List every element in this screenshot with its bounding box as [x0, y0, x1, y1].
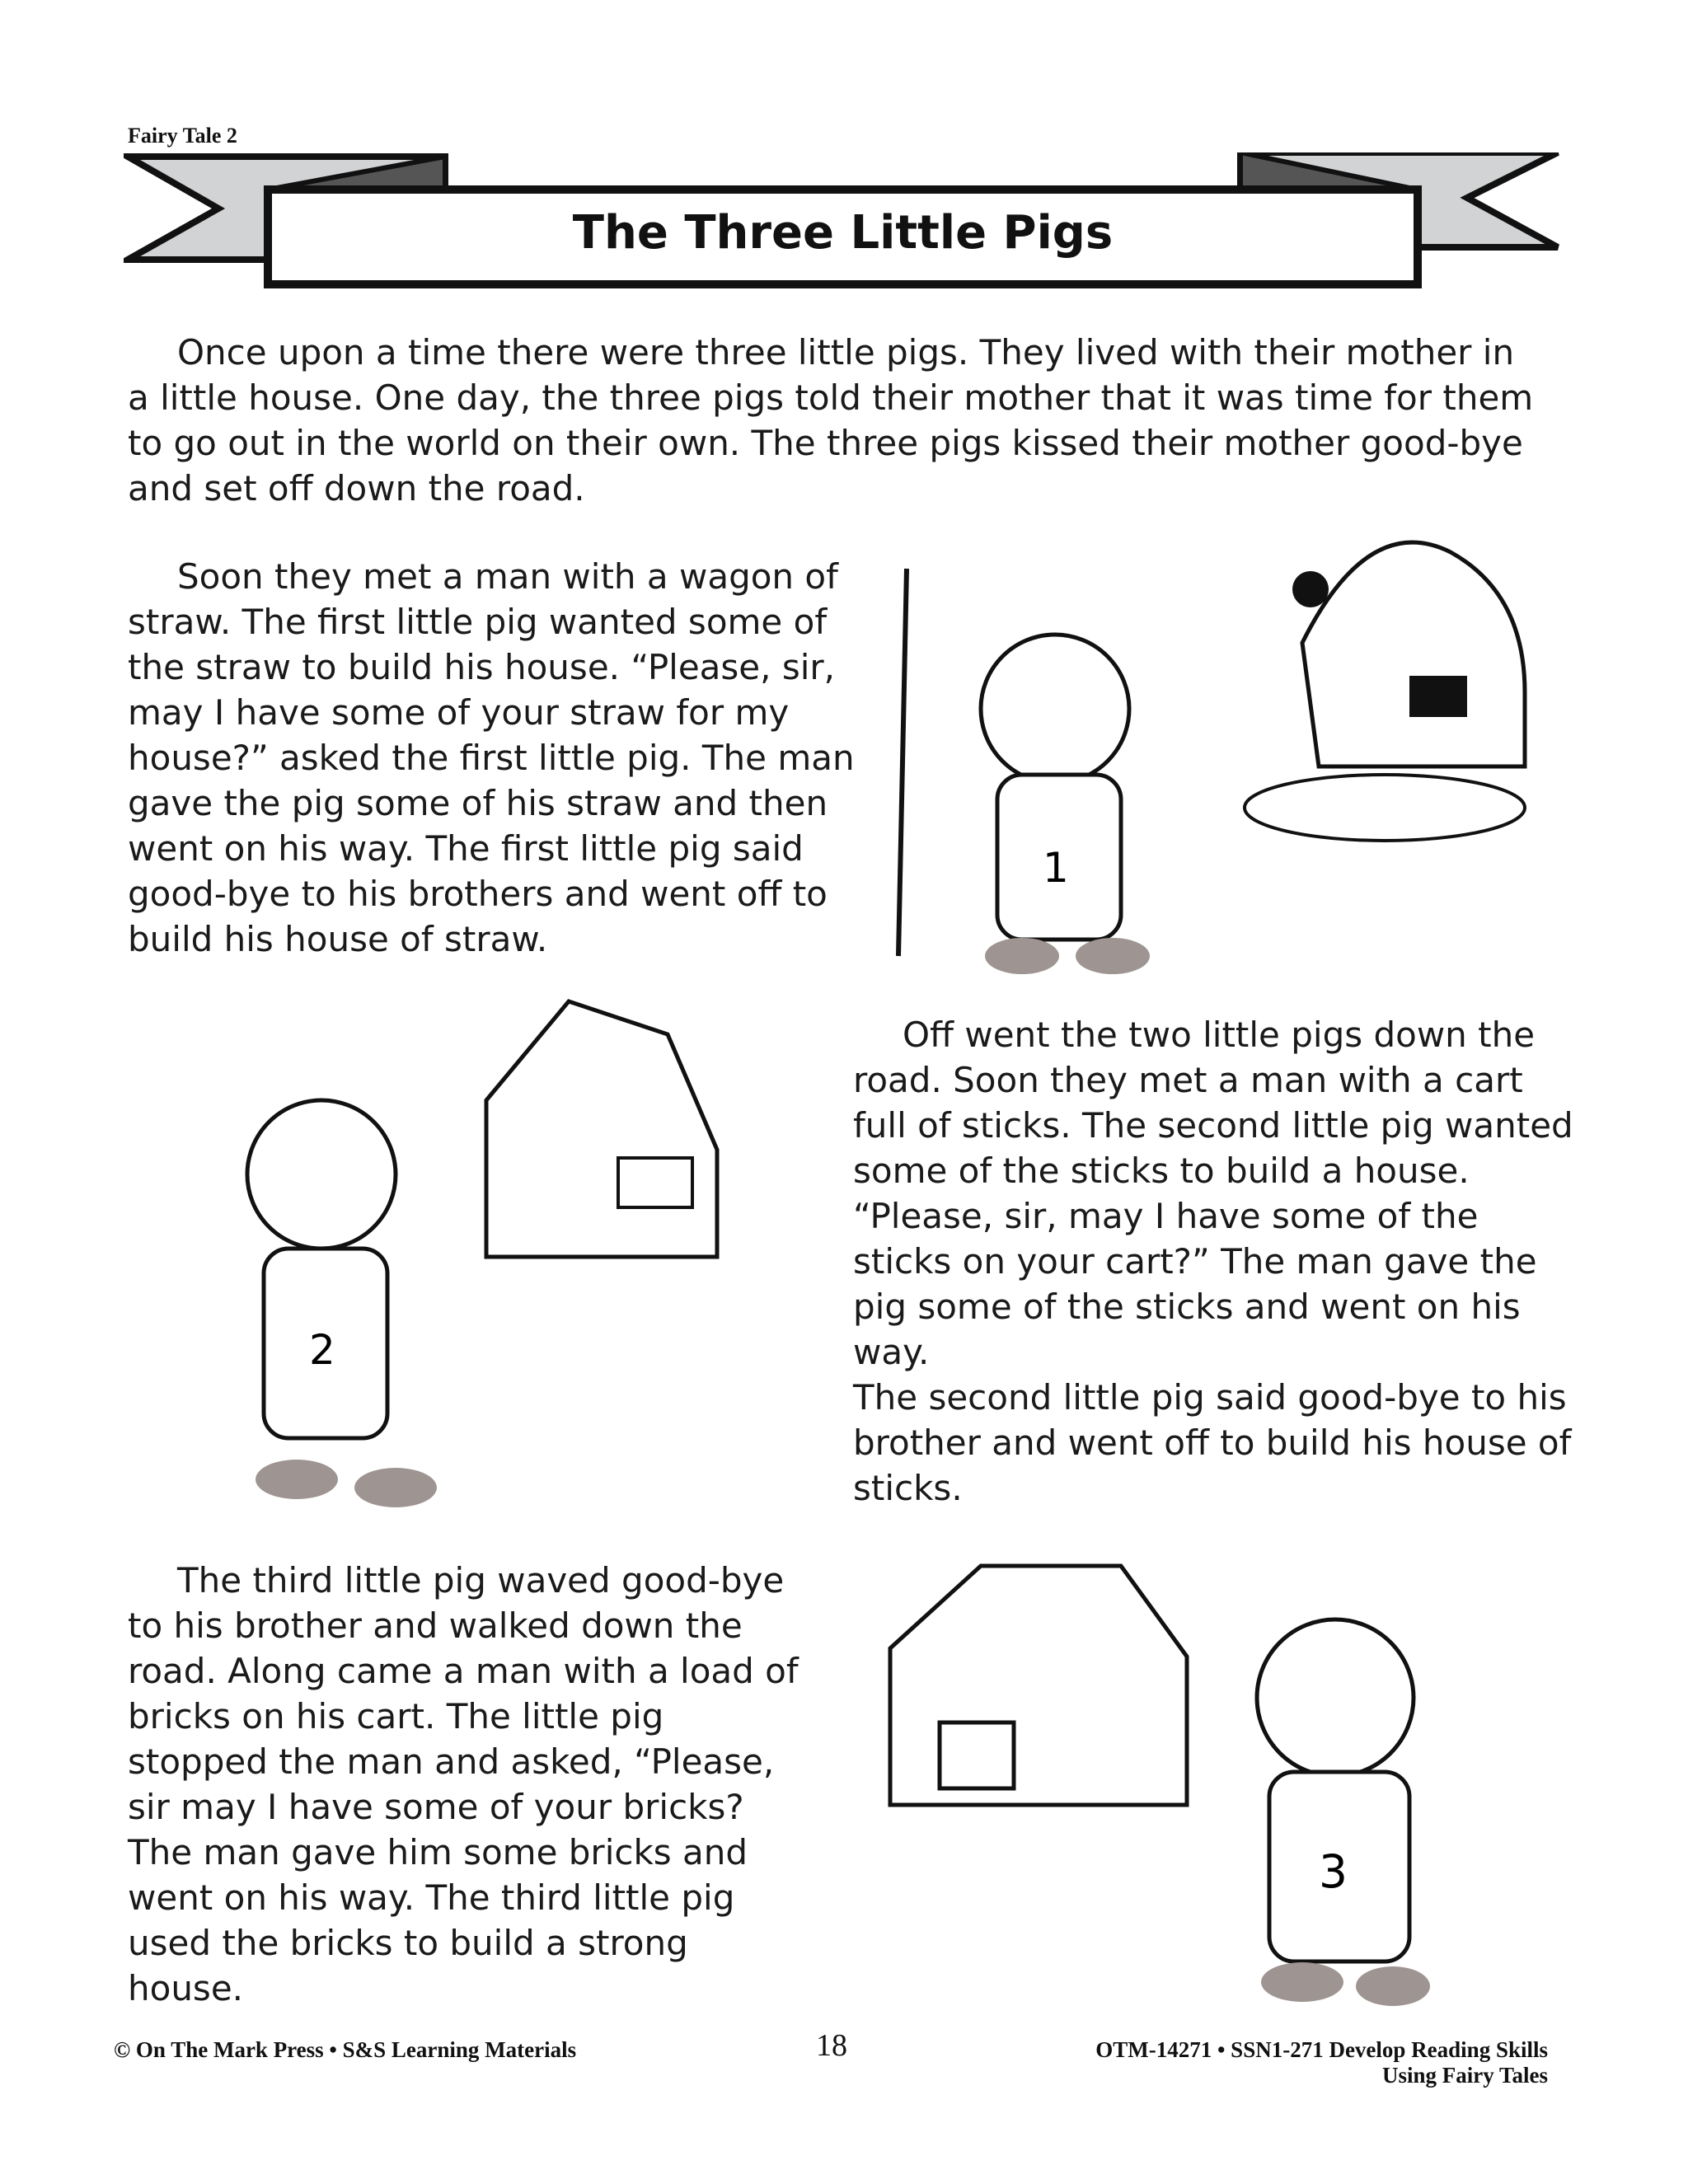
svg-text:1: 1 [1043, 844, 1069, 892]
paragraph-2: Soon they met a man with a wagon of straw. The first little pig wanted some of the straw to build his house. “Please, sir, may I have some of your straw for my house?” asked the first little pig. The man gave the pig some of his straw and then went on his way. The first little pig said good-bye to his brothers and went off to build his house of straw. [128, 556, 855, 959]
page-title: The Three Little Pigs [572, 206, 1114, 260]
page-number: 18 [816, 2028, 847, 2063]
brick-house-pig-illustration [874, 1533, 1550, 2011]
footer-product-line2: Using Fairy Tales [1381, 2063, 1548, 2088]
svg-text:3: 3 [1319, 1845, 1348, 1898]
paragraph-3: Off went the two little pigs down the road. Soon they met a man with a cart full of sticks. The second little pig wanted some of the sticks to build a house. “Please, sir, may I have some of the sticks on your cart?” The man gave the pig some of the sticks and went on his way. [853, 1015, 1573, 1372]
footer-copyright: © On The Mark Press • S&S Learning Materials [114, 2037, 577, 2062]
paragraph-4: The second little pig said good-bye to his brother and went off to build his house of sticks. [853, 1377, 1572, 1508]
footer-product [1095, 2037, 1548, 2088]
svg-text:2: 2 [309, 1326, 335, 1374]
paragraph-5: The third little pig waved good-bye to his brother and walked down the road. Along came a man with a load of bricks on his cart. The little pig stopped the man and asked, “Please, sir may I have some of your bricks? The man gave him some bricks and went on his way. The third little pig used the bricks to build a strong house. [128, 1560, 799, 2008]
stick-house-pig-illustration [190, 985, 841, 1521]
straw-house-pig-illustration [874, 494, 1550, 1005]
paragraph-1: Once upon a time there were three little pigs. They lived with their mother in a little house. One day, the three pigs told their mother that it was time for them to go out in the world on their own. The three pigs kissed their mother good-bye and set off down the road. [128, 332, 1534, 509]
section-label: Fairy Tale 2 [128, 124, 237, 148]
footer-product-line1: OTM-14271 • SSN1-271 Develop Reading Skills [1095, 2037, 1548, 2062]
